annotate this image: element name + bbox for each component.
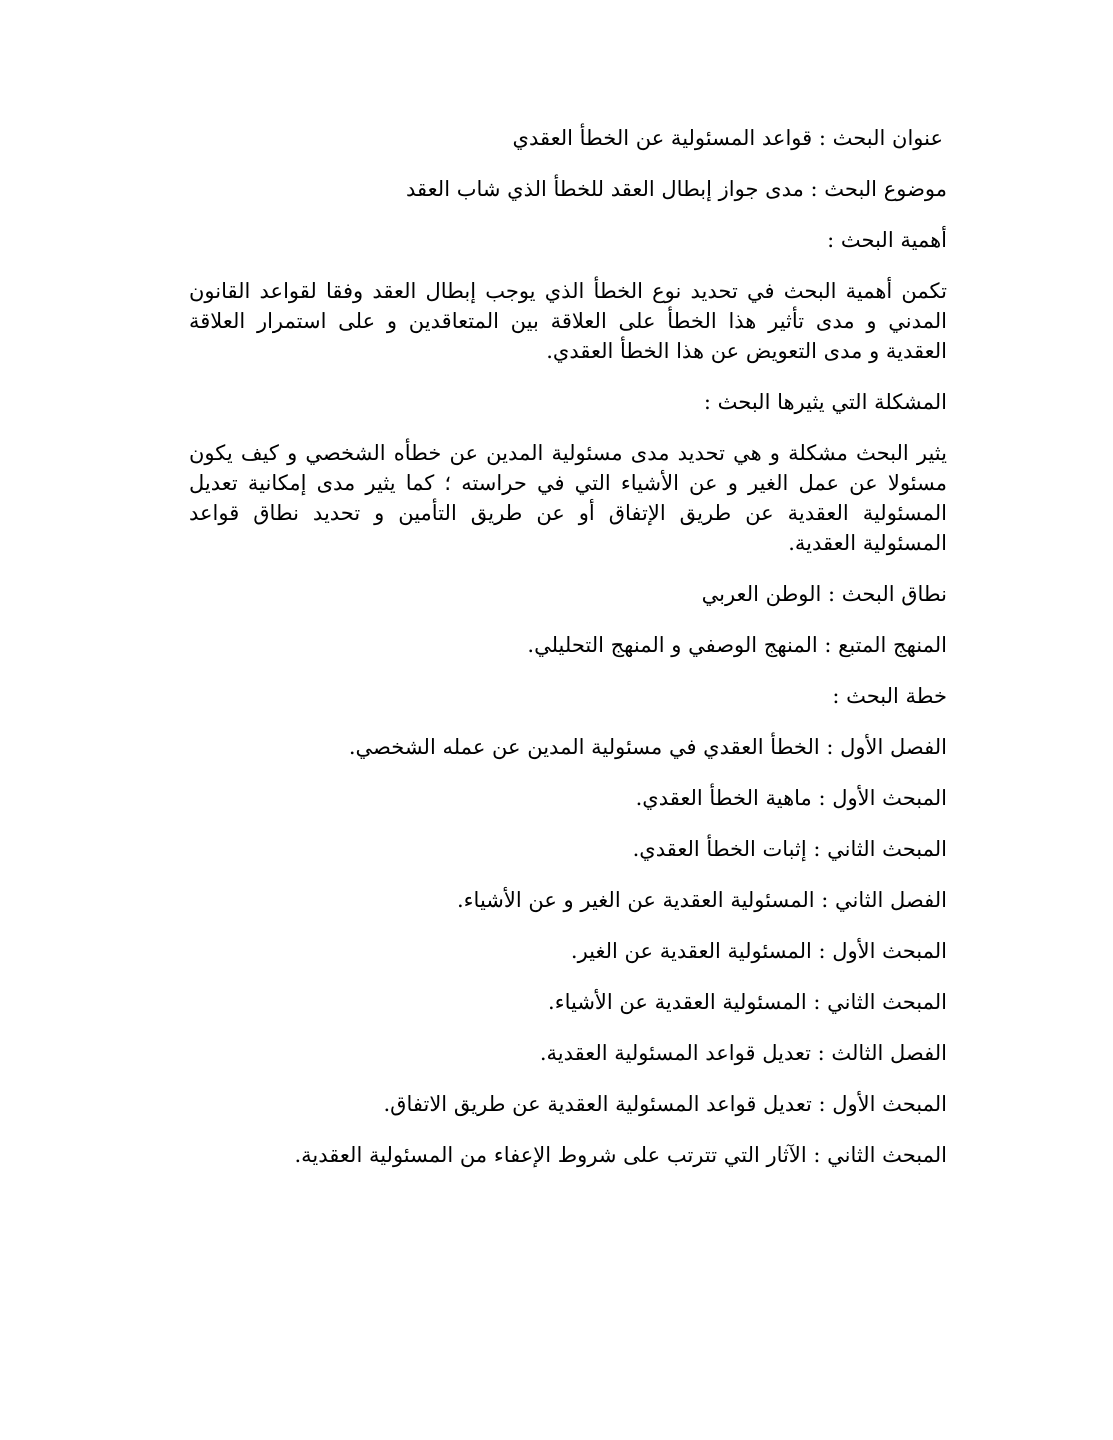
plan-item-section-3-2: المبحث الثاني : الآثار التي تترتب على شروط الإعفاء من المسئولية العقدية. — [294, 1143, 947, 1167]
problem-heading: المشكلة التي يثيرها البحث : — [703, 390, 947, 414]
document-page — [189, 116, 947, 1191]
plan-item-section-2-2: المبحث الثاني : المسئولية العقدية عن الأشياء. — [548, 990, 947, 1014]
research-topic: موضوع البحث : مدى جواز إبطال العقد للخطأ الذي شاب العقد — [406, 177, 947, 201]
importance-paragraph: تكمن أهمية البحث في تحديد نوع الخطأ الذي يوجب إبطال العقد وفقا لقواعد القانون المدني و مدى تأثير هذا الخطأ على العلاقة بين المتعاقدين و على استمرار العلاقة العقدية و مدى التعويض عن هذا الخطأ العقدي. — [189, 279, 947, 363]
plan-item-chapter-1: الفصل الأول : الخطأ العقدي في مسئولية المدين عن عمله الشخصي. — [348, 735, 947, 759]
research-method: المنهج المتبع : المنهج الوصفي و المنهج التحليلي. — [527, 633, 947, 657]
plan-item-section-2-1: المبحث الأول : المسئولية العقدية عن الغير. — [570, 939, 947, 963]
plan-heading: خطة البحث : — [832, 684, 947, 708]
plan-item-section-1-2: المبحث الثاني : إثبات الخطأ العقدي. — [632, 837, 947, 861]
plan-item-section-3-1: المبحث الأول : تعديل قواعد المسئولية العقدية عن طريق الاتفاق. — [383, 1092, 947, 1116]
research-scope: نطاق البحث : الوطن العربي — [701, 582, 947, 606]
research-title: عنوان البحث : قواعد المسئولية عن الخطأ العقدي — [512, 126, 943, 150]
plan-item-chapter-3: الفصل الثالث : تعديل قواعد المسئولية العقدية. — [539, 1041, 947, 1065]
importance-heading: أهمية البحث : — [827, 228, 947, 252]
plan-item-chapter-2: الفصل الثاني : المسئولية العقدية عن الغير و عن الأشياء. — [457, 888, 947, 912]
plan-item-section-1-1: المبحث الأول : ماهية الخطأ العقدي. — [635, 786, 947, 810]
problem-paragraph: يثير البحث مشكلة و هي تحديد مدى مسئولية المدين عن خطأه الشخصي و كيف يكون مسئولا عن عمل الغير و عن الأشياء التي في حراسته ؛ كما يثير مدى إمكانية تعديل المسئولية العقدية عن طريق الإتفاق أو عن طريق التأمين و تحديد نطاق قواعد المسئولية العقدية. — [189, 441, 947, 555]
